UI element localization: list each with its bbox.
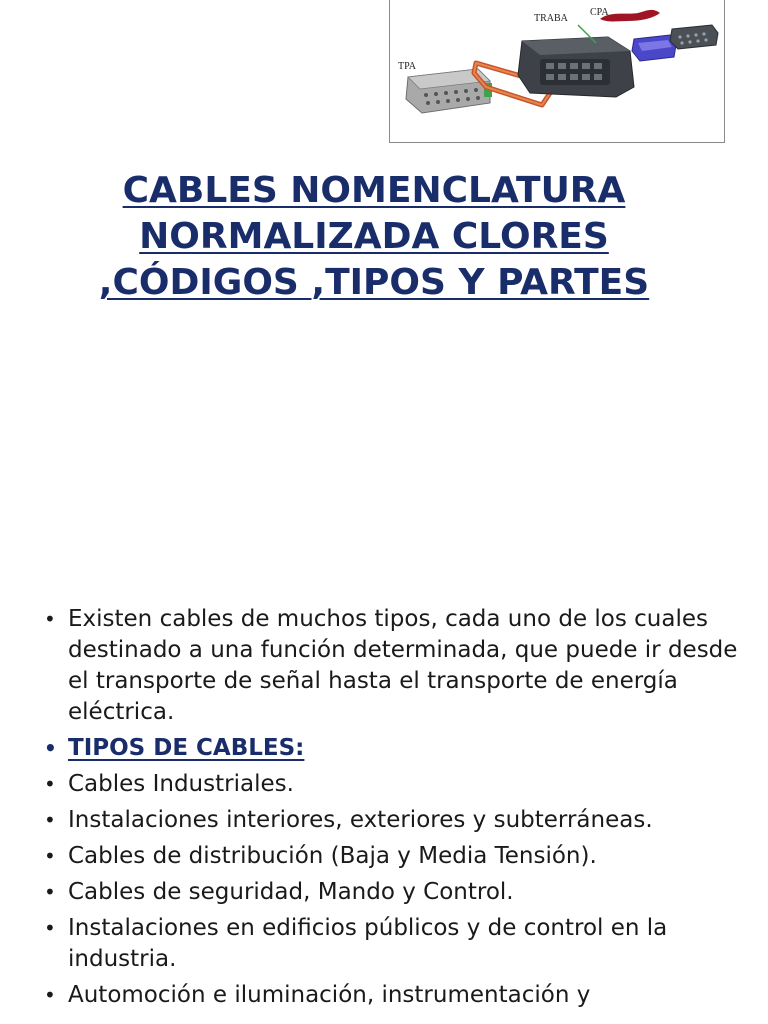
bullet-icon: • (44, 983, 56, 1007)
connector-illustration (390, 0, 724, 142)
bullet-icon: • (44, 880, 56, 904)
label-traba: TRABA (534, 13, 568, 24)
list-item-text: Existen cables de muchos tipos, cada uno de los cuales destinado a una función determinada, que puede ir desde el transporte de señal hasta el transporte de energía eléctrica. (68, 606, 738, 725)
bullet-icon: • (44, 736, 57, 760)
list-item-text: Cables Industriales. (68, 771, 294, 797)
list-item-text: Instalaciones en edificios públicos y de control en la industria. (68, 915, 668, 972)
list-item-text: Cables de seguridad, Mando y Control. (68, 879, 514, 905)
rear-connector (670, 25, 718, 49)
list-item-text: Cables de distribución (Baja y Media Tensión). (68, 843, 597, 869)
list-item (40, 805, 740, 836)
bullet-icon: • (44, 607, 56, 631)
list-item (40, 980, 740, 1011)
label-tpa: TPA (398, 61, 416, 72)
bullet-list (40, 604, 740, 1016)
title-line-3: ,CÓDIGOS ,TIPOS Y PARTES (98, 262, 650, 303)
list-item-text: Automoción e iluminación, instrumentación y (68, 982, 591, 1008)
bullet-icon: • (44, 844, 56, 868)
cpa-part (600, 10, 660, 22)
bullet-icon: • (44, 808, 56, 832)
list-item (40, 841, 740, 872)
bullet-icon: • (44, 772, 56, 796)
label-cpa: CPA (590, 7, 609, 18)
list-item (40, 877, 740, 908)
main-housing (518, 25, 634, 97)
list-item-heading (40, 733, 740, 764)
list-item-text: TIPOS DE CABLES: (68, 735, 305, 761)
list-item (40, 769, 740, 800)
list-item (40, 604, 740, 728)
slide-title (40, 168, 708, 306)
list-item (40, 913, 740, 975)
title-line-1: CABLES NOMENCLATURA (122, 170, 626, 211)
title-line-2: NORMALIZADA CLORES (139, 216, 609, 257)
bullet-icon: • (44, 916, 56, 940)
connector-exploded-view-image (389, 0, 725, 143)
blue-part (632, 35, 676, 61)
list-item-text: Instalaciones interiores, exteriores y subterráneas. (68, 807, 653, 833)
